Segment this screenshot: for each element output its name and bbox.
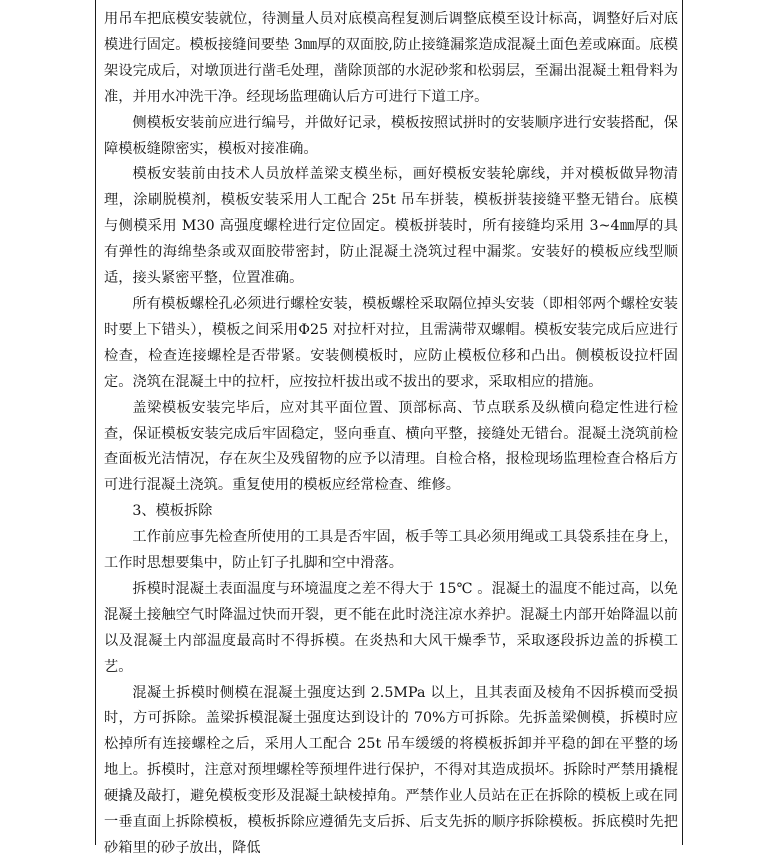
paragraph-side-form-numbering: 侧模板安装前应进行编号，并做好记录，模板按照试拼时的安装顺序进行安装搭配，保障模板缝隙密实，模板对接准确。: [104, 114, 678, 157]
paragraph-removal-procedure: 混凝土拆模时侧模在混凝土强度达到 2.5MPa 以上，且其表面及棱角不因拆模而受损时，方可拆除。盖梁拆模混凝土强度达到设计的 70%方可拆除。先拆盖梁侧模，拆模时应松掉所有连接螺栓之后，采用人工配合 25t 吊车缓缓的将模板拆卸并平稳的卸在平整的场地上。拆模时，注意对预埋螺栓等预埋件进行保护，不得对其造成损坏。拆除时严禁用撬棍硬撬及敲打，避免模板变形及混凝土缺棱掉角。严禁作业人员站在正在拆除的模板上或在同一垂直面上拆除模板，模板拆除应遵循先支后拆、后支先拆的顺序拆除模板。拆底模时先把砂箱里的砂子放出，降低: [104, 684, 678, 856]
paragraph-temperature-requirement: 拆模时混凝土表面温度与环境温度之差不得大于 15℃ 。混凝土的温度不能过高，以免混凝土接触空气时降温过快而开裂，更不能在此时浇注凉水养护。混凝土内部开始降温以前以及混凝土内部温度最高时不得拆模。在炎热和大风干燥季节，采取逐段拆边盖的拆模工艺。: [104, 580, 678, 675]
section-heading-form-removal: 3、模板拆除: [132, 503, 213, 520]
paragraph-bottom-form-install: 用吊车把底模安装就位，待测量人员对底模高程复测后调整底模至设计标高，调整好后对底模进行固定。模板接缝间要垫 3㎜厚的双面胶,防止接缝漏浆造成混凝土面色差或麻面。底模架设完成后，对墩顶进行凿毛处理，凿除顶部的水泥砂浆和松弱层，至漏出混凝土粗骨料为准，并用水冲洗干净。经现场监理确认后方可进行下道工序。: [104, 11, 678, 105]
paragraph-form-setup: 模板安装前由技术人员放样盖梁支模坐标，画好模板安装轮廓线，并对模板做异物清理，涂刷脱模剂，模板安装采用人工配合 25t 吊车拼装，模板拼装接缝平整无错台。底模与侧模采用 M30 高强度螺栓进行定位固定。模板拼装时，所有接缝均采用 3~4㎜厚的具有弹性的海绵垫条或双面胶带密封，防止混凝土浇筑过程中漏浆。安装好的模板应线型顺适，接头紧密平整，位置准确。: [104, 166, 678, 287]
paragraph-tool-check: 工作前应事先检查所使用的工具是否牢固，板手等工具必须用绳或工具袋系挂在身上，工作时思想要集中，防止钉子扎脚和空中滑落。: [104, 529, 678, 572]
paragraph-form-inspection: 盖梁模板安装完毕后，应对其平面位置、顶部标高、节点联系及纵横向稳定性进行检查，保证模板安装完成后牢固稳定，竖向垂直、横向平整，接缝处无错台。混凝土浇筑前检查面板光洁情况，存在灰尘及残留物的应予以清理。自检合格，报检现场监理检查合格后方可进行混凝土浇筑。重复使用的模板应经常检查、维修。: [104, 399, 678, 494]
paragraph-bolt-installation: 所有模板螺栓孔必须进行螺栓安装，模板螺栓采取隔位掉头安装（即相邻两个螺栓安装时要上下错头），模板之间采用Φ25 对拉杆对拉，且需满带双螺帽。模板安装完成后应进行检查，检查连接螺栓是否带紧。安装侧模板时，应防止模板位移和凸出。侧模板设拉杆固定。浇筑在混凝土中的拉杆，应按拉杆拔出或不拔出的要求，采取相应的措施。: [104, 295, 678, 390]
document-body: [104, 7, 678, 862]
